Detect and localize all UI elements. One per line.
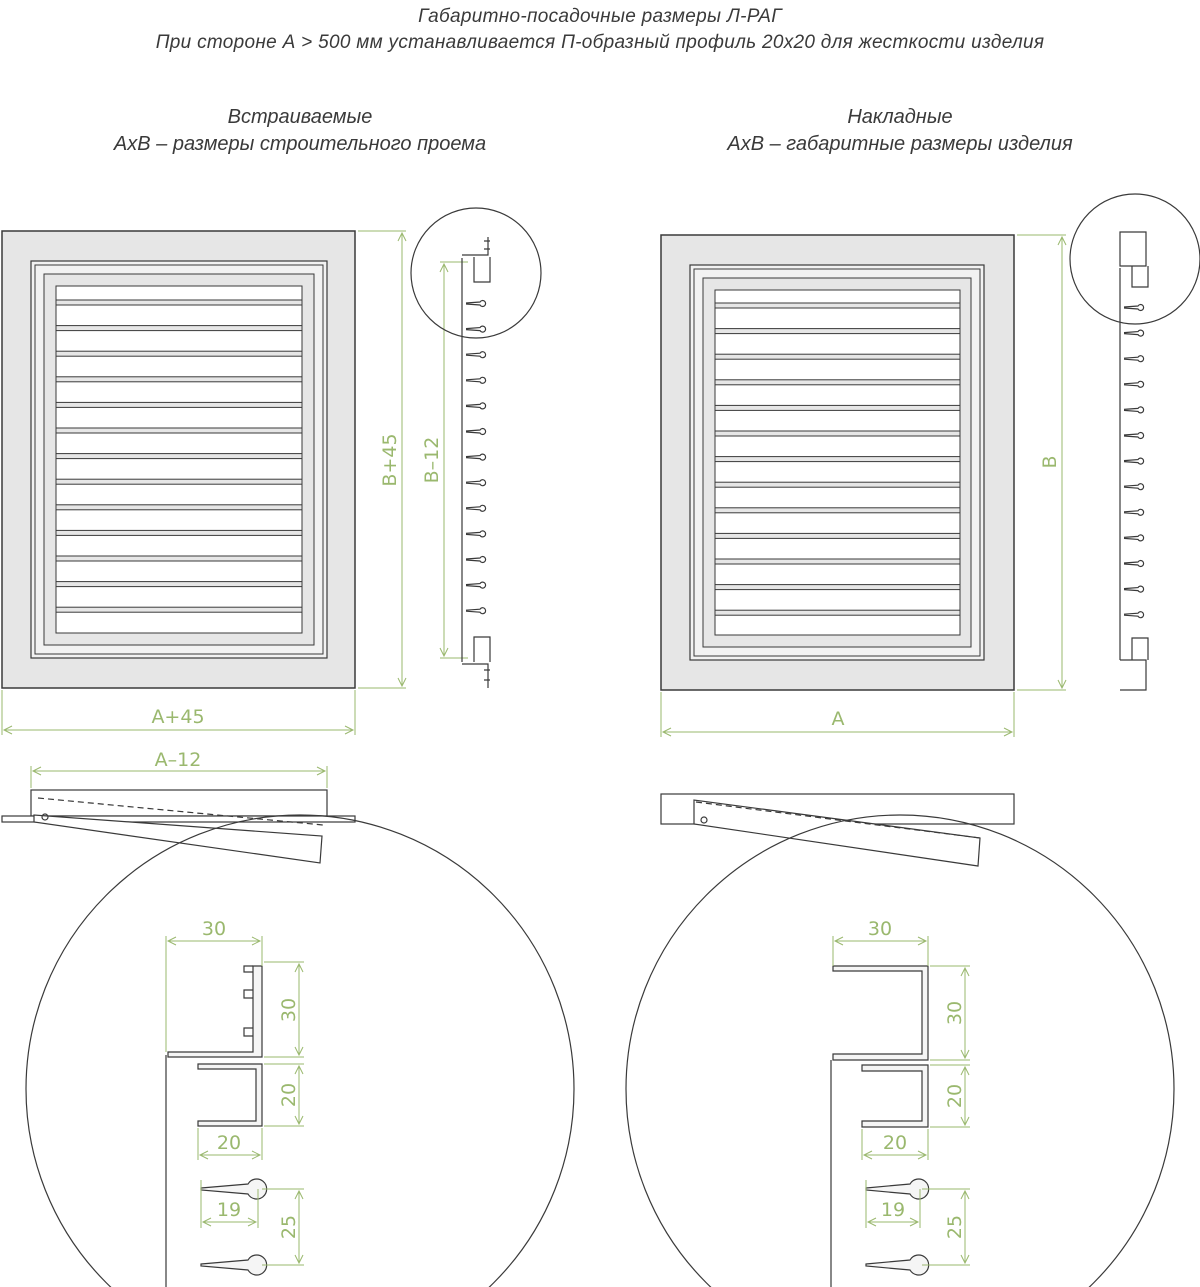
slat [715, 329, 960, 334]
left-dim-width-label: A+45 [151, 706, 205, 728]
right-dim-width-label: A [831, 708, 845, 730]
right-grille-front [661, 235, 1014, 690]
left-detail-d19: 19 [216, 1199, 242, 1221]
fin [1124, 484, 1144, 490]
left-grille-front [2, 231, 355, 688]
fin [1124, 535, 1144, 541]
fin [1124, 305, 1144, 311]
slat [715, 508, 960, 513]
left-subheading: AxB – размеры строительного проема [113, 133, 487, 155]
fin [466, 608, 486, 614]
slat [56, 402, 302, 407]
fin [1124, 432, 1144, 438]
slat [56, 505, 302, 510]
left-detail-d20-side: 20 [278, 1082, 300, 1108]
slat [56, 351, 302, 356]
fin [466, 480, 486, 486]
slat [56, 530, 302, 535]
left-dim-inner-height [440, 262, 468, 658]
right-detail-d20-bottom: 20 [882, 1132, 908, 1154]
fin [1124, 561, 1144, 567]
left-dim-height-label: B+45 [379, 433, 401, 487]
right-section-profile [1070, 194, 1200, 690]
fin [466, 582, 486, 588]
slat [715, 610, 960, 615]
right-heading: Накладные [847, 106, 953, 128]
left-side-view [2, 790, 355, 863]
slat [56, 300, 302, 305]
right-detail-d20-side: 20 [944, 1083, 966, 1109]
fin [466, 326, 486, 332]
left-dim-inner-height-label: B–12 [421, 436, 443, 484]
slat [715, 533, 960, 538]
left-detail-d30-side: 30 [278, 997, 300, 1023]
fin [1124, 458, 1144, 464]
fin [466, 301, 486, 307]
slat [56, 326, 302, 331]
slat [715, 482, 960, 487]
left-detail-d25: 25 [278, 1214, 300, 1240]
slat [56, 454, 302, 459]
left-detail-d20-bottom: 20 [216, 1132, 242, 1154]
right-subheading: AxB – габаритные размеры изделия [727, 133, 1073, 155]
right-detail-d30-top: 30 [867, 918, 893, 940]
slat [715, 457, 960, 462]
slat [56, 582, 302, 587]
right-dim-height-label: B [1039, 455, 1061, 469]
right-detail-d30-side: 30 [944, 1000, 966, 1026]
fin [466, 352, 486, 358]
right-detail-d25: 25 [944, 1214, 966, 1240]
diagram-title: Габаритно-посадочные размеры Л-РАГ [418, 6, 782, 27]
slat [715, 559, 960, 564]
slat [56, 607, 302, 612]
fin [466, 377, 486, 383]
fin [466, 454, 486, 460]
slat [715, 405, 960, 410]
slat [715, 303, 960, 308]
slat [56, 377, 302, 382]
slat [715, 380, 960, 385]
fin [1124, 509, 1144, 515]
slat [56, 479, 302, 484]
fin [1124, 586, 1144, 592]
right-side-view [661, 794, 1014, 866]
diagram-subtitle: При стороне А > 500 мм устанавливается П-образный профиль 20х20 для жесткости изделия [155, 32, 1045, 53]
slat [715, 585, 960, 590]
left-dim-side-width-label: A–12 [154, 749, 202, 771]
fin [1124, 612, 1144, 618]
slat [56, 556, 302, 561]
slat [715, 431, 960, 436]
fin [466, 531, 486, 537]
fin [466, 429, 486, 435]
slat [715, 354, 960, 359]
left-detail [26, 815, 574, 1287]
fin [1124, 356, 1144, 362]
fin [466, 556, 486, 562]
fin [1124, 407, 1144, 413]
slat [56, 428, 302, 433]
fin [466, 403, 486, 409]
fin [1124, 330, 1144, 336]
fin [1124, 381, 1144, 387]
left-heading: Встраиваемые [227, 106, 373, 128]
fin [466, 505, 486, 511]
left-detail-d30-top: 30 [201, 918, 227, 940]
right-detail-d19: 19 [880, 1199, 906, 1221]
